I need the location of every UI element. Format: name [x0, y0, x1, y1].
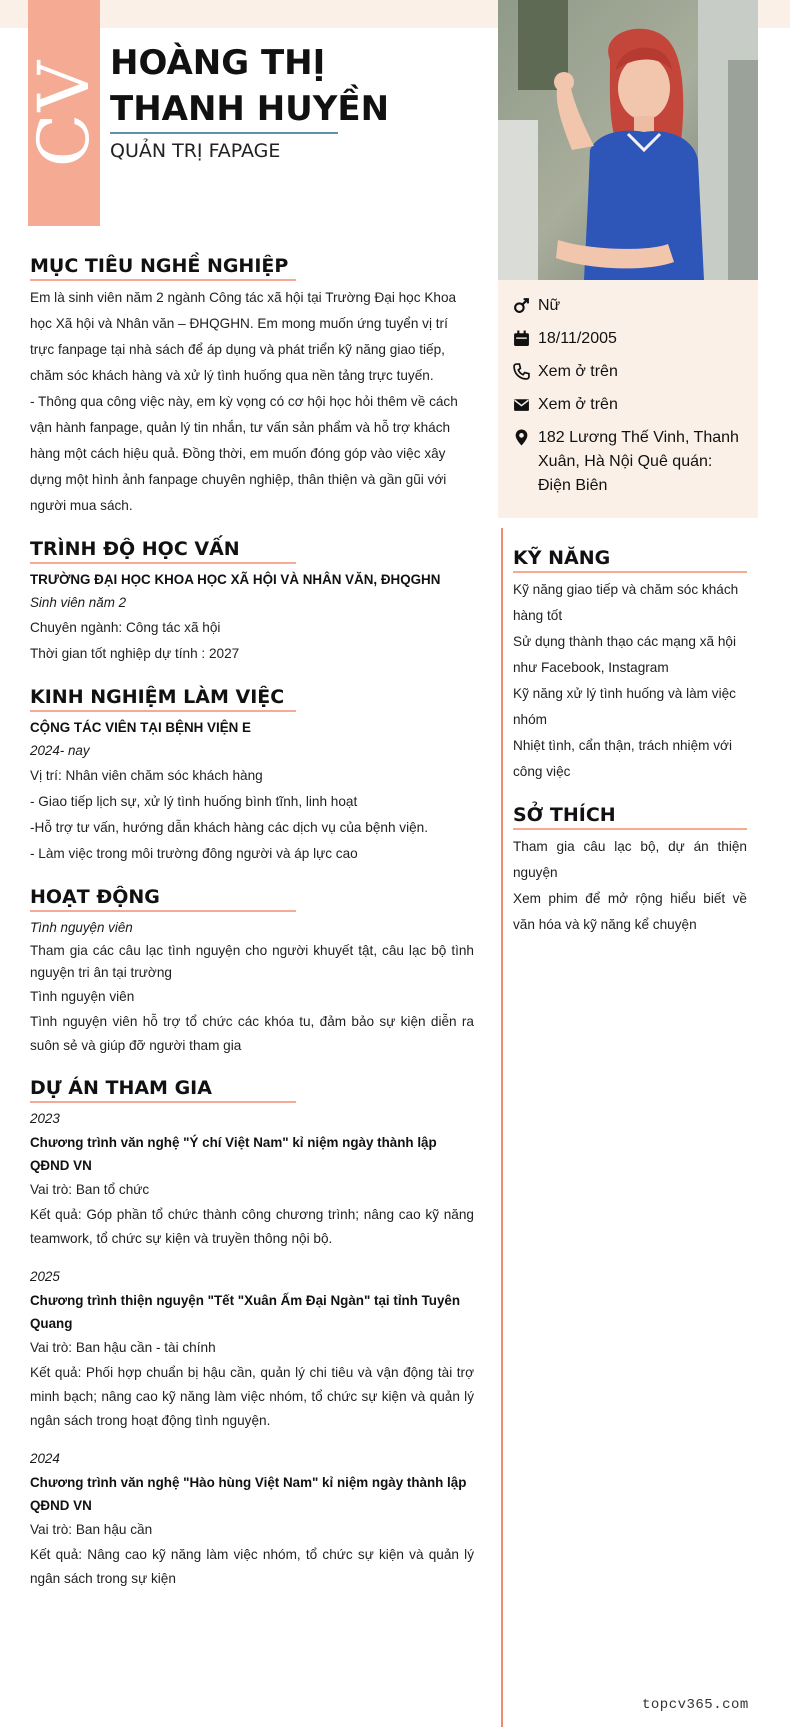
project-role: Vai trò: Ban hậu cần - tài chính [30, 1340, 216, 1355]
project-item [30, 1447, 474, 1591]
calendar-icon [513, 330, 530, 347]
objective-section [30, 254, 474, 519]
education-school: TRƯỜNG ĐẠI HỌC KHOA HỌC XÃ HỘI VÀ NHÂN VĂN, ĐHQGHN [30, 572, 441, 587]
project-year: 2023 [30, 1111, 60, 1126]
contact-phone [498, 360, 758, 384]
address-text: 182 Lương Thế Vinh, Thanh Xuân, Hà Nội Quê quán: Điện Biên [538, 429, 739, 494]
projects-heading: DỰ ÁN THAM GIA [30, 1076, 296, 1103]
skills-section [513, 546, 747, 785]
skills-heading: KỸ NĂNG [513, 546, 747, 573]
activities-section [30, 885, 474, 1058]
skill-item: Kỹ năng giao tiếp và chăm sóc khách hàng tốt [513, 582, 739, 623]
activity-title: Tình nguyện viên [30, 920, 133, 935]
project-item [30, 1265, 474, 1433]
hobby-item: Xem phim để mở rộng hiểu biết về văn hóa và kỹ năng kể chuyện [513, 891, 747, 932]
education-graduation: Thời gian tốt nghiệp dự tính : 2027 [30, 646, 240, 661]
education-section [30, 537, 474, 667]
activity-description: Tình nguyện viên hỗ trợ tổ chức các khóa tu, đảm bảo sự kiện diễn ra suôn sẻ và giúp đỡ người tham gia [30, 1014, 474, 1053]
hobbies-section [513, 803, 747, 938]
gender-text: Nữ [538, 297, 561, 314]
phone-text: Xem ở trên [538, 363, 618, 380]
contact-panel [498, 280, 758, 518]
experience-duty: - Giao tiếp lịch sự, xử lý tình huống bình tĩnh, linh hoạt [30, 794, 358, 809]
project-role: Vai trò: Ban hậu cần [30, 1522, 153, 1537]
experience-duty: - Làm việc trong môi trường đông người và áp lực cao [30, 846, 358, 861]
experience-heading: KINH NGHIỆM LÀM VIỆC [30, 685, 296, 712]
activities-heading: HOẠT ĐỘNG [30, 885, 296, 912]
location-pin-icon [513, 429, 530, 446]
contact-email [498, 393, 758, 417]
email-text: Xem ở trên [538, 396, 618, 413]
skill-item: Nhiệt tình, cẩn thận, trách nhiệm với công việc [513, 738, 732, 779]
project-role: Vai trò: Ban tổ chức [30, 1182, 150, 1197]
project-name: Chương trình văn nghệ "Hào hùng Việt Nam" kỉ niệm ngày thành lập QĐND VN [30, 1475, 467, 1513]
cv-logo-text: CV [23, 58, 105, 168]
projects-section [30, 1076, 474, 1591]
objective-paragraph: - Thông qua công việc này, em kỳ vọng có cơ hội học hỏi thêm về cách vận hành fanpage, quản lý tin nhắn, tư vấn sản phẩm và hỗ trợ khách hàng một cách hiệu quả. Đồng thời, em muốn đóng góp vào việc xây dựng một hình ảnh fanpage chuyên nghiệp, thân thiện và gần gũi với người mua sách. [30, 394, 458, 513]
gender-icon [513, 297, 530, 314]
name-divider [110, 132, 338, 134]
education-heading: TRÌNH ĐỘ HỌC VẤN [30, 537, 296, 564]
watermark-brand: topcv365.com [642, 1697, 749, 1713]
phone-icon [513, 363, 530, 380]
project-name: Chương trình thiện nguyện "Tết "Xuân Ấm Đại Ngàn" tại tỉnh Tuyên Quang [30, 1293, 461, 1331]
candidate-name: HOÀNG THỊ THANH HUYỀN [110, 43, 390, 129]
side-column [513, 546, 747, 956]
project-year: 2025 [30, 1269, 60, 1284]
hobby-item: Tham gia câu lạc bộ, dự án thiện nguyện [513, 839, 747, 880]
experience-position: Vị trí: Nhân viên chăm sóc khách hàng [30, 768, 263, 783]
objective-paragraph: Em là sinh viên năm 2 ngành Công tác xã hội tại Trường Đại học Khoa học Xã hội và Nhân văn – ĐHQGHN. Em mong muốn ứng tuyển vị trí trực fanpage tại nhà sách để áp dụng và phát triển kỹ năng giao tiếp, chăm sóc khách hàng và xử lý tình huống qua nền tảng trực tuyến. [30, 290, 457, 383]
project-result: Kết quả: Góp phần tổ chức thành công chương trình; nâng cao kỹ năng teamwork, tổ chức sự kiện và truyền thông nội bộ. [30, 1207, 474, 1246]
education-status: Sinh viên năm 2 [30, 595, 127, 610]
email-icon [513, 396, 530, 413]
project-result: Kết quả: Nâng cao kỹ năng làm việc nhóm, tổ chức sự kiện và quản lý ngân sách trong sự kiện [30, 1547, 474, 1586]
skill-item: Kỹ năng xử lý tình huống và làm việc nhóm [513, 686, 736, 727]
skill-item: Sử dụng thành thạo các mạng xã hội như Facebook, Instagram [513, 634, 736, 675]
cv-logo [23, 0, 105, 226]
activity-role: Tình nguyện viên [30, 989, 135, 1004]
experience-org: CỘNG TÁC VIÊN TẠI BỆNH VIỆN E [30, 720, 251, 735]
activity-description: Tham gia các câu lạc tình nguyện cho người khuyết tật, câu lạc bộ tình nguyện tri ân tại trường [30, 943, 474, 980]
column-divider [501, 528, 503, 1727]
experience-period: 2024- nay [30, 743, 90, 758]
hobbies-heading: SỞ THÍCH [513, 803, 747, 830]
experience-duty: -Hỗ trợ tư vấn, hướng dẫn khách hàng các dịch vụ của bệnh viện. [30, 820, 429, 835]
objective-heading: MỤC TIÊU NGHỀ NGHIỆP [30, 254, 296, 281]
project-item [30, 1107, 474, 1251]
project-year: 2024 [30, 1451, 60, 1466]
contact-address [498, 426, 758, 498]
dob-text: 18/11/2005 [538, 330, 617, 347]
profile-photo [498, 0, 758, 280]
main-column [30, 254, 474, 1609]
education-major: Chuyên ngành: Công tác xã hội [30, 620, 221, 635]
project-name: Chương trình văn nghệ "Ý chí Việt Nam" kỉ niệm ngày thành lập QĐND VN [30, 1135, 437, 1173]
project-result: Kết quả: Phối hợp chuẩn bị hậu cần, quản lý chi tiêu và vận động tài trợ minh bạch; nâng cao kỹ năng làm việc nhóm, tổ chức sự kiện và quản lý ngân sách trong hoạt động tình nguyện. [30, 1365, 474, 1428]
experience-section [30, 685, 474, 867]
candidate-role: QUẢN TRỊ FAPAGE [110, 140, 281, 162]
contact-gender [498, 294, 758, 318]
contact-dob [498, 327, 758, 351]
